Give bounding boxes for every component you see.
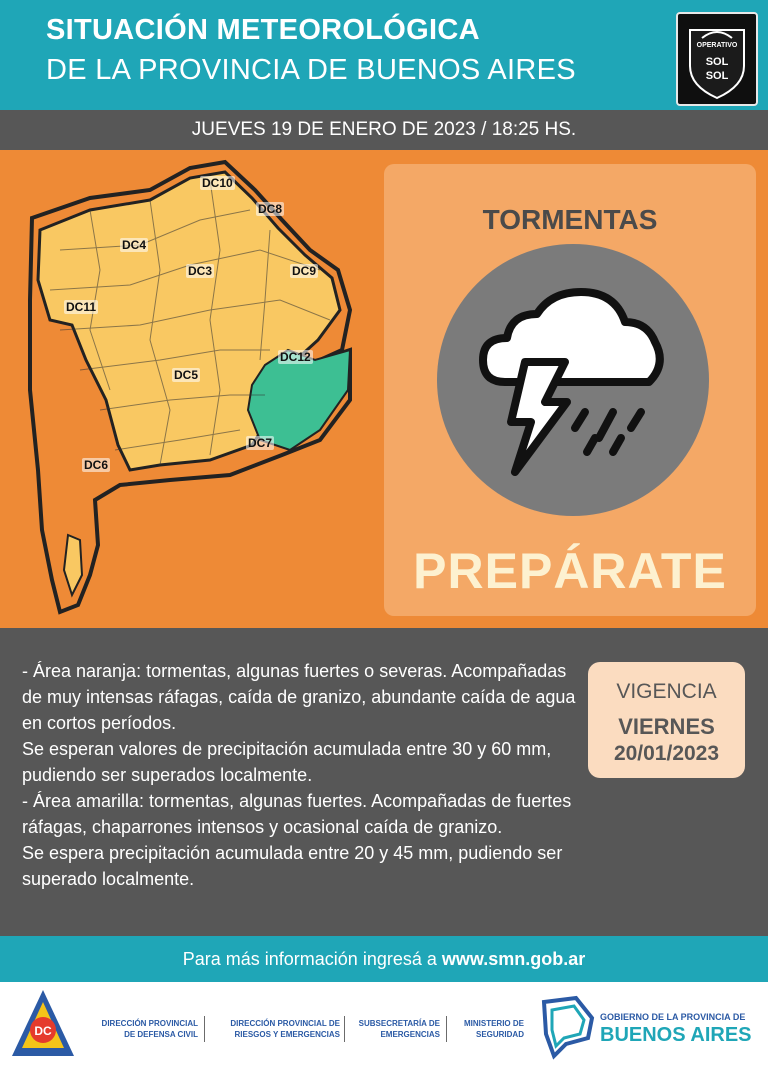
divider bbox=[204, 1016, 205, 1042]
org-defensa-civil bbox=[88, 1018, 198, 1040]
alert-section bbox=[0, 150, 768, 628]
vigencia-label: VIGENCIA bbox=[616, 680, 717, 703]
org-line: SEGURIDAD bbox=[475, 1030, 524, 1039]
description bbox=[22, 658, 582, 892]
org-line: DE DEFENSA CIVIL bbox=[124, 1030, 198, 1039]
badge-text-2: SOL bbox=[705, 56, 729, 68]
thunderstorm-cloud-icon bbox=[435, 242, 711, 523]
org-ministerio bbox=[450, 1018, 524, 1040]
vigencia-day: VIERNES bbox=[618, 714, 715, 739]
gov-line-2: BUENOS AIRES bbox=[600, 1024, 752, 1046]
org-line: RIESGOS Y EMERGENCIAS bbox=[234, 1030, 340, 1039]
region-label: DC9 bbox=[292, 264, 317, 278]
org-line: SUBSECRETARÍA DE bbox=[358, 1019, 440, 1028]
buenos-aires-map bbox=[20, 150, 370, 628]
description-paragraph: - Área naranja: tormentas, algunas fuertes o severas. Acompañadas de muy intensas ráfagas, caída de granizo, abundante caída de agua en cortos períodos. bbox=[22, 661, 576, 733]
footer bbox=[0, 982, 768, 1075]
region-label: DC11 bbox=[66, 300, 97, 314]
description-paragraph: - Área amarilla: tormentas, algunas fuertes. Acompañadas de fuertes ráfagas, chaparrones intensos y ocasional caída de granizo. bbox=[22, 791, 572, 837]
date-bar: JUEVES 19 DE ENERO DE 2023 / 18:25 HS. bbox=[0, 110, 768, 150]
divider bbox=[344, 1016, 345, 1042]
alert-type: TORMENTAS bbox=[482, 204, 658, 235]
alert-level: PREPÁRATE bbox=[413, 543, 727, 599]
region-label: DC3 bbox=[188, 264, 213, 278]
defensa-civil-logo bbox=[8, 986, 78, 1071]
alert-panel bbox=[384, 164, 756, 616]
info-link[interactable]: www.smn.gob.ar bbox=[441, 949, 586, 969]
province-map bbox=[20, 150, 370, 633]
org-line: DIRECCIÓN PROVINCIAL bbox=[101, 1019, 198, 1028]
org-riesgos bbox=[208, 1018, 340, 1040]
vigencia-date: 20/01/2023 bbox=[613, 742, 720, 765]
info-text: Para más información ingresá a bbox=[182, 949, 442, 969]
description-paragraph: Se esperan valores de precipitación acumulada entre 30 y 60 mm, pudiendo ser superados localmente. bbox=[22, 739, 552, 785]
region-label: DC7 bbox=[248, 436, 273, 450]
gov-line-1: GOBIERNO DE LA PROVINCIA DE bbox=[600, 1012, 746, 1022]
dc-logo-text: DC bbox=[34, 1024, 52, 1038]
sol-a-sol-badge bbox=[676, 12, 758, 106]
description-section bbox=[0, 628, 768, 936]
title-line-1: SITUACIÓN METEOROLÓGICA bbox=[46, 14, 480, 46]
description-paragraph: Se espera precipitación acumulada entre 20 y 45 mm, pudiendo ser superado localmente. bbox=[22, 843, 563, 889]
region-label: DC4 bbox=[122, 238, 147, 252]
org-line: MINISTERIO DE bbox=[463, 1019, 524, 1028]
header bbox=[0, 0, 768, 110]
divider bbox=[446, 1016, 447, 1042]
org-line: DIRECCIÓN PROVINCIAL DE bbox=[230, 1019, 340, 1028]
region-label: DC10 bbox=[202, 176, 233, 190]
province-map-logo bbox=[536, 994, 596, 1069]
org-subsecretaria bbox=[348, 1018, 440, 1040]
region-label: DC6 bbox=[84, 458, 109, 472]
region-label: DC12 bbox=[280, 350, 311, 364]
region-label: DC8 bbox=[258, 202, 283, 216]
vigencia-box bbox=[588, 662, 745, 778]
badge-text-1: OPERATIVO bbox=[696, 42, 738, 49]
badge-text-3: SOL bbox=[705, 70, 729, 82]
org-line: EMERGENCIAS bbox=[380, 1030, 440, 1039]
region-label: DC5 bbox=[174, 368, 199, 382]
info-bar bbox=[0, 936, 768, 982]
title-line-2: DE LA PROVINCIA DE BUENOS AIRES bbox=[46, 54, 576, 86]
